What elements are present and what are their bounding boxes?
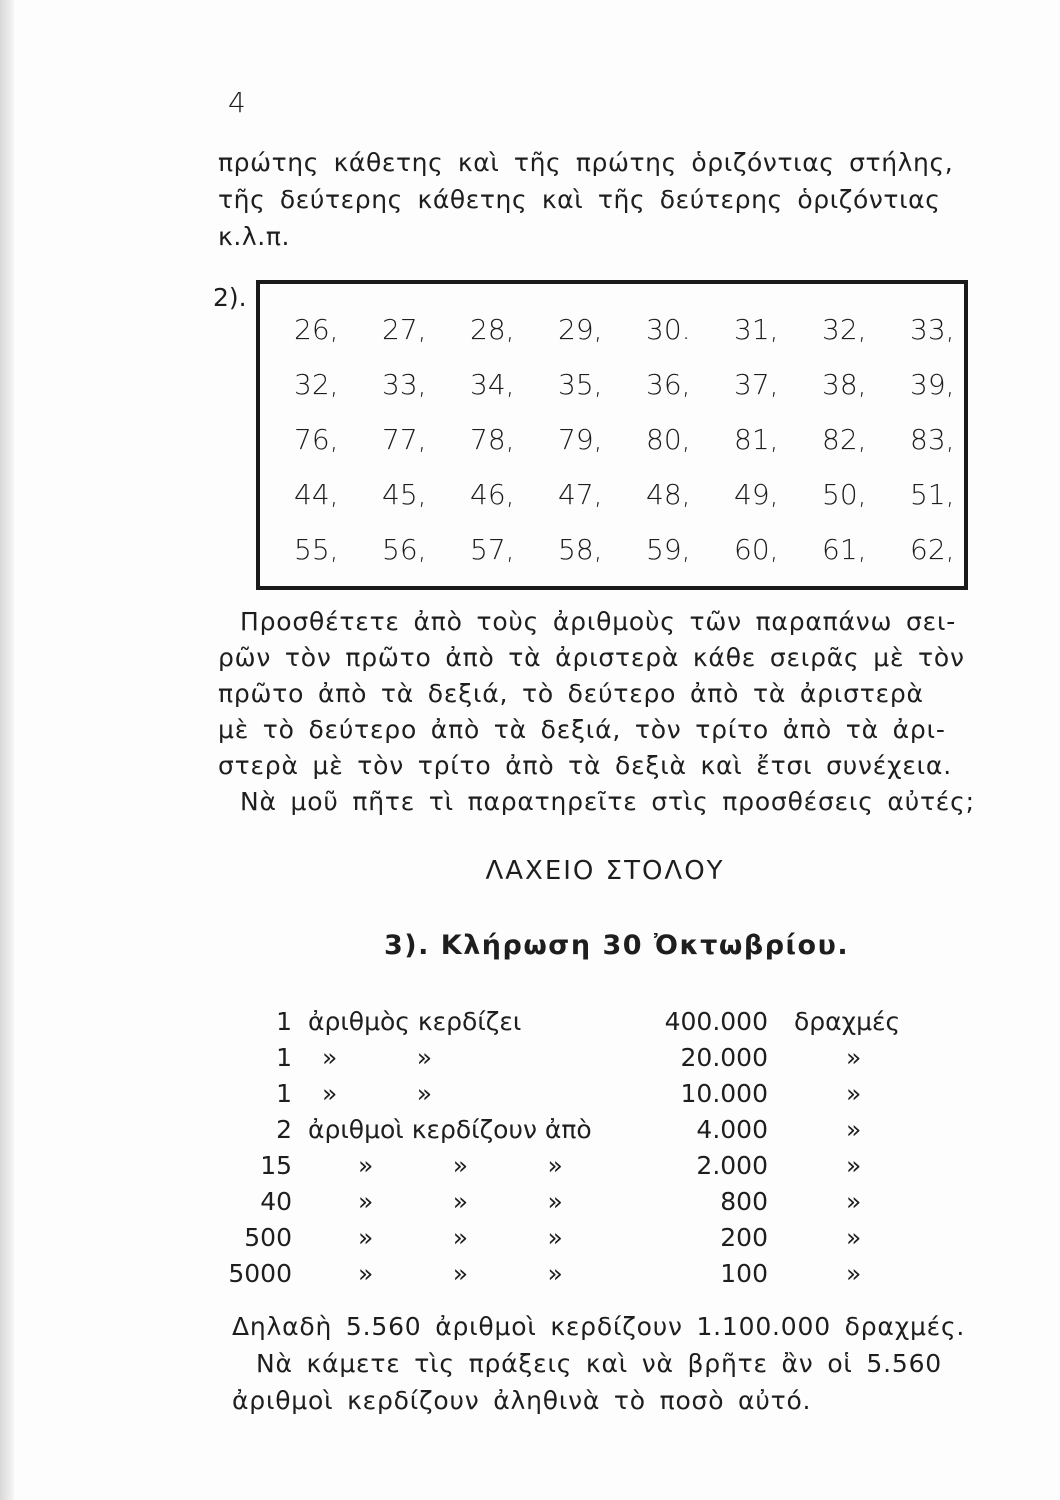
prize-unit: »	[846, 1042, 862, 1072]
grid-cell: 49,	[734, 478, 779, 511]
prize-amount: 100	[720, 1258, 768, 1288]
prize-row	[220, 1219, 1006, 1255]
grid-cell: 57,	[470, 533, 515, 566]
grid-row	[260, 522, 964, 577]
page-number: 4	[228, 86, 246, 119]
prize-row	[220, 1039, 1006, 1075]
grid-cell: 50,	[822, 478, 867, 511]
prize-amount: 200	[720, 1222, 768, 1252]
prize-count: 40	[260, 1186, 292, 1216]
prize-desc: » »	[322, 1078, 433, 1108]
prize-desc: ἀριθμοὶ κερδίζουν ἀπὸ	[308, 1114, 592, 1144]
prize-unit: δραχμές	[794, 1006, 901, 1036]
prize-row	[220, 1003, 1006, 1039]
prize-count: 1	[276, 1078, 292, 1108]
grid-cell: 51,	[910, 478, 955, 511]
prize-count: 2	[276, 1114, 292, 1144]
prize-amount: 400.000	[664, 1006, 768, 1036]
summary-paragraph	[232, 1308, 1032, 1419]
summary-line: ἀριθμοὶ κερδίζουν ἀληθινὰ τὸ ποσὸ αὐτό.	[232, 1386, 812, 1415]
grid-cell: 34,	[470, 368, 515, 401]
grid-cell: 77,	[382, 423, 427, 456]
prize-unit: »	[846, 1258, 862, 1288]
grid-cell: 33,	[910, 313, 955, 346]
prize-row	[220, 1111, 1006, 1147]
prize-amount: 20.000	[680, 1042, 768, 1072]
prize-table	[220, 1003, 1006, 1291]
prize-amount: 10.000	[680, 1078, 768, 1108]
grid-cell: 27,	[382, 313, 427, 346]
grid-cell: 46,	[470, 478, 515, 511]
grid-cell: 48,	[646, 478, 691, 511]
lottery-title: ΛΑΧΕΙΟ ΣΤΟΛΟΥ	[485, 856, 725, 886]
prize-unit: »	[846, 1186, 862, 1216]
grid-cell: 26,	[294, 313, 339, 346]
grid-cell: 56,	[382, 533, 427, 566]
grid-cell: 55,	[294, 533, 339, 566]
prize-count: 1	[276, 1042, 292, 1072]
grid-cell: 31,	[734, 313, 779, 346]
prize-count: 500	[244, 1222, 292, 1252]
instruction-paragraph	[218, 604, 1018, 820]
grid-row	[260, 467, 964, 522]
prize-desc: » » »	[358, 1222, 563, 1252]
grid-cell: 30.	[646, 313, 691, 346]
grid-cell: 60,	[734, 533, 779, 566]
prize-unit: »	[846, 1150, 862, 1180]
intro-text	[218, 144, 998, 255]
grid-cell: 81,	[734, 423, 779, 456]
prize-desc: » » »	[358, 1186, 563, 1216]
grid-cell: 59,	[646, 533, 691, 566]
grid-cell: 29,	[558, 313, 603, 346]
grid-row	[260, 357, 964, 412]
grid-cell: 36,	[646, 368, 691, 401]
grid-cell: 33,	[382, 368, 427, 401]
summary-line: Νὰ κάμετε τὶς πράξεις καὶ νὰ βρῆτε ἂν οἱ 5.560	[256, 1349, 942, 1378]
intro-line: πρώτης κάθετης καὶ τῆς πρώτης ὁριζόντιας στήλης,	[218, 148, 954, 177]
prize-desc: ἀριθμὸς κερδίζει	[308, 1006, 522, 1036]
grid-cell: 79,	[558, 423, 603, 456]
grid-cell: 45,	[382, 478, 427, 511]
prize-desc: » » »	[358, 1150, 563, 1180]
number-grid	[260, 302, 964, 577]
grid-cell: 37,	[734, 368, 779, 401]
exercise-2-label: 2).	[213, 283, 247, 312]
prize-amount: 4.000	[696, 1114, 768, 1144]
paragraph-line: στερὰ μὲ τὸν τρίτο ἀπὸ τὰ δεξιὰ καὶ ἔτσι συνέχεια.	[218, 751, 952, 780]
grid-cell: 32,	[822, 313, 867, 346]
prize-count: 5000	[228, 1258, 292, 1288]
intro-line: κ.λ.π.	[218, 222, 291, 251]
paragraph-line: πρῶτο ἀπὸ τὰ δεξιά, τὸ δεύτερο ἀπὸ τὰ ἀριστερὰ	[218, 679, 924, 708]
prize-amount: 2.000	[696, 1150, 768, 1180]
prize-row	[220, 1183, 1006, 1219]
prize-amount: 800	[720, 1186, 768, 1216]
prize-count: 1	[276, 1006, 292, 1036]
grid-cell: 82,	[822, 423, 867, 456]
grid-cell: 32,	[294, 368, 339, 401]
grid-cell: 76,	[294, 423, 339, 456]
grid-cell: 38,	[822, 368, 867, 401]
page-binding-edge	[0, 0, 14, 1500]
summary-line: Δηλαδὴ 5.560 ἀριθμοὶ κερδίζουν 1.100.000 δραχμές.	[232, 1312, 966, 1341]
paragraph-line: ρῶν τὸν πρῶτο ἀπὸ τὰ ἀριστερὰ κάθε σειρᾶς μὲ τὸν	[218, 643, 965, 672]
prize-unit: »	[846, 1222, 862, 1252]
draw-heading: 3). Κλήρωση 30 Ὀκτωβρίου.	[384, 930, 850, 961]
grid-cell: 35,	[558, 368, 603, 401]
prize-unit: »	[846, 1078, 862, 1108]
grid-cell: 80,	[646, 423, 691, 456]
grid-cell: 83,	[910, 423, 955, 456]
prize-desc: » »	[322, 1042, 433, 1072]
prize-row	[220, 1075, 1006, 1111]
prize-unit: »	[846, 1114, 862, 1144]
grid-cell: 78,	[470, 423, 515, 456]
grid-cell: 61,	[822, 533, 867, 566]
grid-cell: 47,	[558, 478, 603, 511]
grid-cell: 62,	[910, 533, 955, 566]
paragraph-line: Προσθέτετε ἀπὸ τοὺς ἀριθμοὺς τῶν παραπάνω σει-	[240, 607, 957, 636]
prize-row	[220, 1147, 1006, 1183]
grid-row	[260, 302, 964, 357]
grid-cell: 44,	[294, 478, 339, 511]
intro-line: τῆς δεύτερης κάθετης καὶ τῆς δεύτερης ὁριζόντιας	[218, 185, 941, 214]
number-grid-box	[256, 280, 968, 590]
prize-row	[220, 1255, 1006, 1291]
grid-cell: 58,	[558, 533, 603, 566]
paragraph-line: μὲ τὸ δεύτερο ἀπὸ τὰ δεξιά, τὸν τρίτο ἀπὸ τὰ ἀρι-	[218, 715, 946, 744]
prize-count: 15	[260, 1150, 292, 1180]
grid-cell: 39,	[910, 368, 955, 401]
prize-desc: » » »	[358, 1258, 563, 1288]
grid-row	[260, 412, 964, 467]
paragraph-line: Νὰ μοῦ πῆτε τὶ παρατηρεῖτε στὶς προσθέσεις αὐτές;	[240, 787, 975, 816]
grid-cell: 28,	[470, 313, 515, 346]
